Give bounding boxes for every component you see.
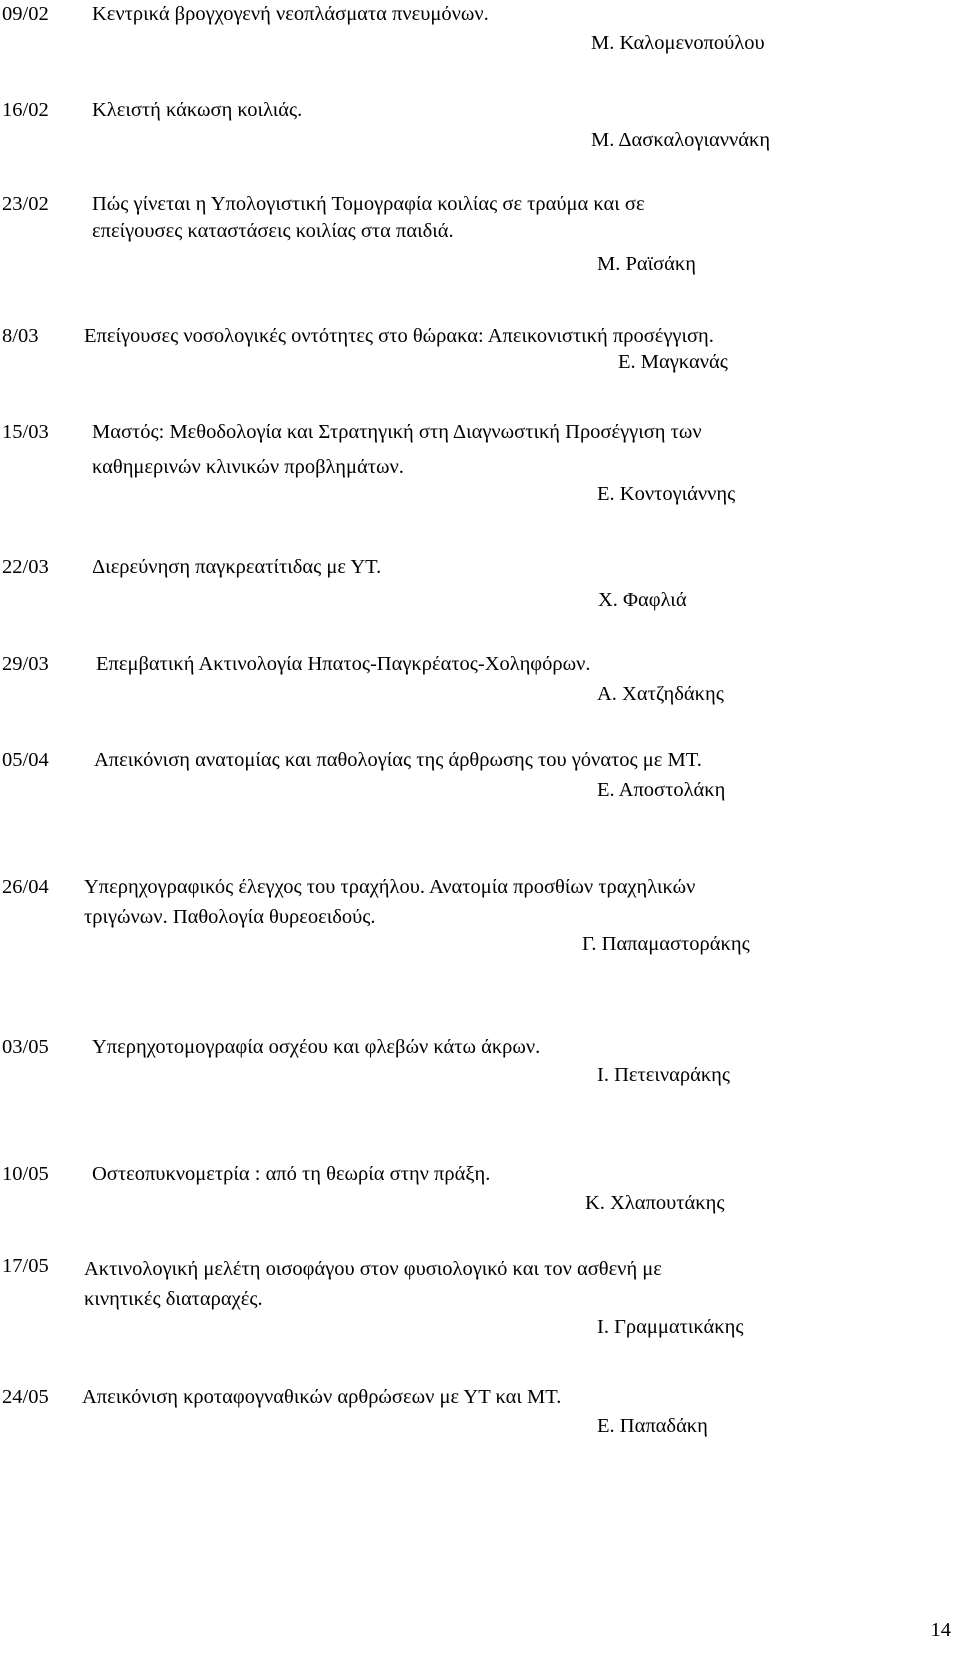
entry-title: Διερεύνηση παγκρεατίτιδας με ΥΤ. xyxy=(92,556,382,578)
entry-title-line-1: Υπερηχογραφικός έλεγχος του τραχήλου. Ανατομία προσθίων τραχηλικών xyxy=(84,876,696,898)
entry-date: 10/05 xyxy=(2,1163,49,1185)
entry-date: 29/03 xyxy=(2,653,49,675)
entry-title: Απεικόνιση ανατομίας και παθολογίας της άρθρωσης του γόνατος με ΜΤ. xyxy=(94,749,702,771)
entry-title-line-1: Πώς γίνεται η Υπολογιστική Τομογραφία κοιλίας σε τραύμα και σε xyxy=(92,193,645,215)
entry-speaker: Ε. Κοντογιάννης xyxy=(597,483,736,505)
entry-speaker: Γ. Παπαμαστοράκης xyxy=(582,933,750,955)
entry-speaker: Ι. Πετειναράκης xyxy=(597,1064,730,1086)
entry-date: 26/04 xyxy=(2,876,49,898)
entry-title: Κεντρικά βρογχογενή νεοπλάσματα πνευμόνων. xyxy=(92,3,489,25)
entry-speaker: Ε. Παπαδάκη xyxy=(597,1415,708,1437)
entry-title-line-2: τριγώνων. Παθολογία θυρεοειδούς. xyxy=(84,906,376,928)
entry-title-line-2: κινητικές διαταραχές. xyxy=(84,1288,263,1310)
entry-speaker: Ι. Γραμματικάκης xyxy=(597,1316,744,1338)
entry-date: 8/03 xyxy=(2,325,39,347)
entry-date: 24/05 xyxy=(2,1386,49,1408)
entry-date: 15/03 xyxy=(2,421,49,443)
entry-title: Υπερηχοτομογραφία οσχέου και φλεβών κάτω άκρων. xyxy=(92,1036,541,1058)
entry-speaker: Χ. Φαφλιά xyxy=(598,589,687,611)
page-number: 14 xyxy=(930,1619,951,1641)
entry-speaker: Ε. Αποστολάκη xyxy=(597,779,726,801)
entry-speaker: Α. Χατζηδάκης xyxy=(597,683,724,705)
entry-date: 17/05 xyxy=(2,1255,49,1277)
entry-title-line-2: καθημερινών κλινικών προβλημάτων. xyxy=(92,456,404,478)
entry-title: Οστεοπυκνομετρία : από τη θεωρία στην πράξη. xyxy=(92,1163,491,1185)
entry-date: 22/03 xyxy=(2,556,49,578)
entry-title-line-1: Μαστός: Μεθοδολογία και Στρατηγική στη Διαγνωστική Προσέγγιση των xyxy=(92,421,702,443)
entry-speaker: Κ. Χλαπουτάκης xyxy=(585,1192,725,1214)
entry-title-line-1: Ακτινολογική μελέτη οισοφάγου στον φυσιολογικό και τον ασθενή με xyxy=(84,1258,662,1280)
entry-date: 16/02 xyxy=(2,99,49,121)
entry-title: Απεικόνιση κροταφογναθικών αρθρώσεων με ΥΤ και ΜΤ. xyxy=(82,1386,562,1408)
entry-speaker: Ε. Μαγκανάς xyxy=(618,351,728,373)
entry-title: Επείγουσες νοσολογικές οντότητες στο θώρακα: Απεικονιστική προσέγγιση. xyxy=(84,325,714,347)
entry-speaker: Μ. Δασκαλογιαννάκη xyxy=(591,129,771,151)
entry-date: 23/02 xyxy=(2,193,49,215)
entry-title: Κλειστή κάκωση κοιλιάς. xyxy=(92,99,303,121)
entry-title: Επεμβατική Ακτινολογία Ηπατος-Παγκρέατος-Χοληφόρων. xyxy=(96,653,591,675)
entry-title-line-2: επείγουσες καταστάσεις κοιλίας στα παιδιά. xyxy=(92,220,454,242)
entry-date: 05/04 xyxy=(2,749,49,771)
entry-speaker: Μ. Καλομενοπούλου xyxy=(591,32,765,54)
entry-speaker: Μ. Ραϊσάκη xyxy=(597,253,696,275)
entry-date: 03/05 xyxy=(2,1036,49,1058)
entry-date: 09/02 xyxy=(2,3,49,25)
